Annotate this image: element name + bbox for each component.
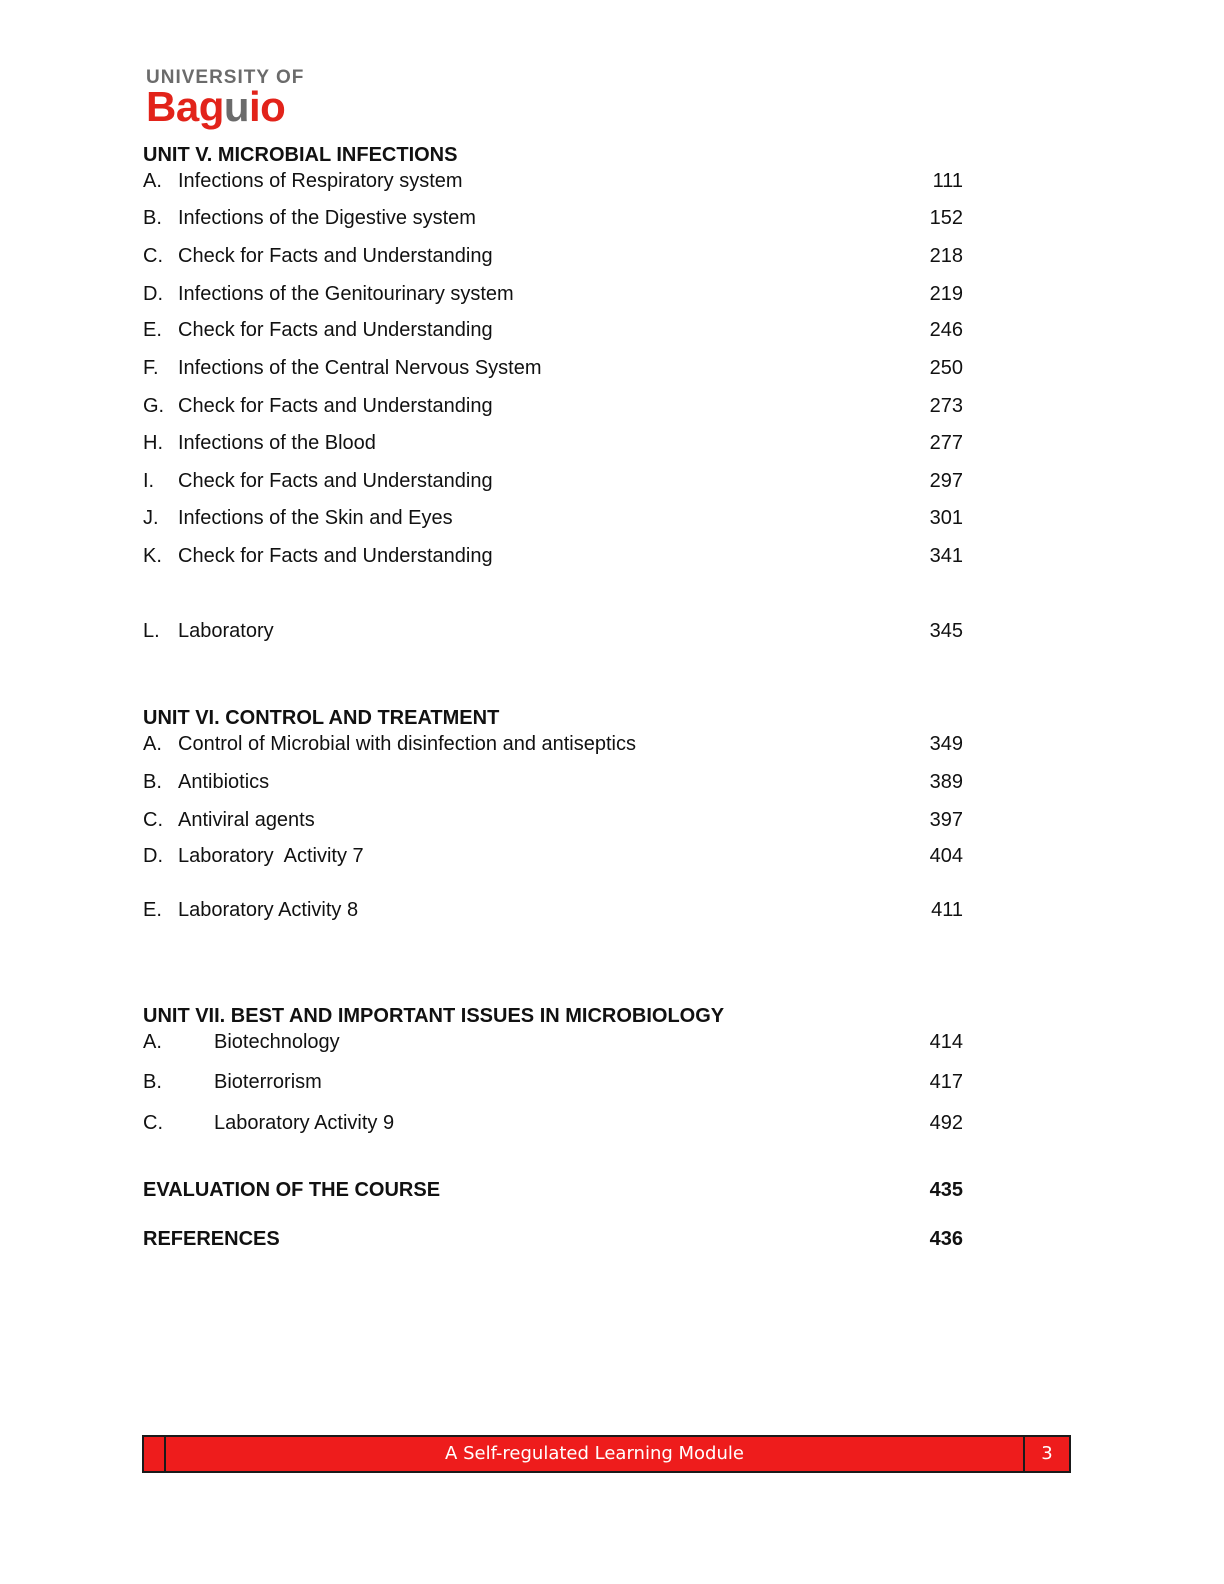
toc-row	[143, 732, 963, 756]
toc-letter: F.	[143, 357, 159, 379]
toc-title: Infections of the Skin and Eyes	[178, 507, 453, 529]
toc-letter: B.	[143, 1071, 162, 1093]
toc-row	[143, 1030, 963, 1054]
toc-letter: C.	[143, 1112, 163, 1134]
toc-letter: C.	[143, 245, 163, 267]
toc-page: 219	[929, 283, 963, 305]
toc-row	[143, 619, 963, 643]
toc-page: 246	[929, 319, 963, 341]
toc-letter: B.	[143, 771, 162, 793]
logo-line2: Baguio	[146, 83, 286, 130]
toc-page: 341	[929, 545, 963, 567]
toc-row	[143, 318, 963, 342]
toc-letter: A.	[143, 1031, 162, 1053]
references-page: 436	[929, 1228, 963, 1250]
toc-row	[143, 244, 963, 268]
toc-row-evaluation	[143, 1178, 963, 1202]
toc-title: Check for Facts and Understanding	[178, 319, 493, 341]
toc-page: 152	[929, 207, 963, 229]
toc-page: 301	[929, 507, 963, 529]
toc-page: 492	[929, 1112, 963, 1134]
toc-letter: D.	[143, 845, 163, 867]
toc-letter: L.	[143, 620, 160, 642]
footer-page-number: 3	[1041, 1443, 1053, 1464]
toc-row	[143, 431, 963, 455]
toc-title: Biotechnology	[214, 1031, 340, 1053]
toc-row	[143, 206, 963, 230]
toc-title: Laboratory	[178, 620, 274, 642]
evaluation-page: 435	[929, 1179, 963, 1201]
toc-row	[143, 808, 963, 832]
references-title: REFERENCES	[143, 1228, 280, 1250]
toc-letter: E.	[143, 899, 162, 921]
toc-page: 414	[929, 1031, 963, 1053]
toc-title: Control of Microbial with disinfection and antiseptics	[178, 733, 636, 755]
toc-row	[143, 1111, 963, 1135]
toc-page: 297	[929, 470, 963, 492]
toc-title: Check for Facts and Understanding	[178, 545, 493, 567]
toc-row	[143, 506, 963, 530]
toc-page: 345	[929, 620, 963, 642]
toc-title: Infections of the Genitourinary system	[178, 283, 514, 305]
toc-title: Check for Facts and Understanding	[178, 395, 493, 417]
toc-letter: E.	[143, 319, 162, 341]
toc-title: Laboratory Activity 9	[214, 1112, 395, 1134]
toc-page: 397	[929, 809, 963, 831]
toc-row-references	[143, 1227, 963, 1251]
toc-page: 411	[931, 899, 963, 921]
toc-letter: A.	[143, 170, 162, 192]
toc-page: 111	[932, 170, 963, 192]
unit5-title: UNIT V. MICROBIAL INFECTIONS	[143, 144, 458, 166]
toc-title: Infections of Respiratory system	[178, 170, 463, 192]
toc-page: 349	[929, 733, 963, 755]
evaluation-title: EVALUATION OF THE COURSE	[143, 1179, 441, 1201]
toc-title: Antibiotics	[178, 771, 270, 793]
toc-page: 273	[929, 395, 963, 417]
toc-title: Laboratory Activity 7	[178, 845, 364, 867]
toc-row	[143, 898, 963, 922]
university-logo	[146, 67, 305, 130]
toc-page: 389	[929, 771, 963, 793]
toc-title: Laboratory Activity 8	[178, 899, 359, 921]
toc-title: Infections of the Central Nervous System	[178, 357, 542, 379]
toc-letter: G.	[143, 395, 165, 417]
toc-page: 218	[929, 245, 963, 267]
toc-page: 250	[929, 357, 963, 379]
toc-page: 404	[929, 845, 963, 867]
toc-letter: H.	[143, 432, 163, 454]
toc-row	[143, 169, 963, 193]
toc-title: Check for Facts and Understanding	[178, 470, 493, 492]
toc-title: Infections of the Digestive system	[178, 207, 476, 229]
page-footer	[142, 1435, 1071, 1473]
toc-page: 277	[929, 432, 963, 454]
toc-letter: B.	[143, 207, 162, 229]
toc-letter: K.	[143, 545, 162, 567]
toc-row	[143, 394, 963, 418]
toc-title: Antiviral agents	[178, 809, 315, 831]
toc-row	[143, 544, 963, 568]
toc-title: Infections of the Blood	[178, 432, 376, 454]
toc-letter: J.	[143, 507, 159, 529]
toc-row	[143, 770, 963, 794]
toc-letter: I.	[143, 470, 155, 492]
toc-row	[143, 1070, 963, 1094]
toc-row	[143, 356, 963, 380]
toc-title: Bioterrorism	[214, 1071, 322, 1093]
toc-page: 417	[929, 1071, 963, 1093]
unit7-title: UNIT VII. BEST AND IMPORTANT ISSUES IN MICROBIOLOGY	[143, 1005, 725, 1027]
toc-letter: D.	[143, 283, 163, 305]
logo-line1: UNIVERSITY OF	[146, 67, 305, 88]
toc-letter: A.	[143, 733, 162, 755]
toc-row	[143, 844, 963, 868]
toc-letter: C.	[143, 809, 163, 831]
toc-title: Check for Facts and Understanding	[178, 245, 493, 267]
unit6-title: UNIT VI. CONTROL AND TREATMENT	[143, 707, 500, 729]
footer-text: A Self-regulated Learning Module	[445, 1443, 744, 1464]
toc-row	[143, 469, 963, 493]
toc-row	[143, 282, 963, 306]
